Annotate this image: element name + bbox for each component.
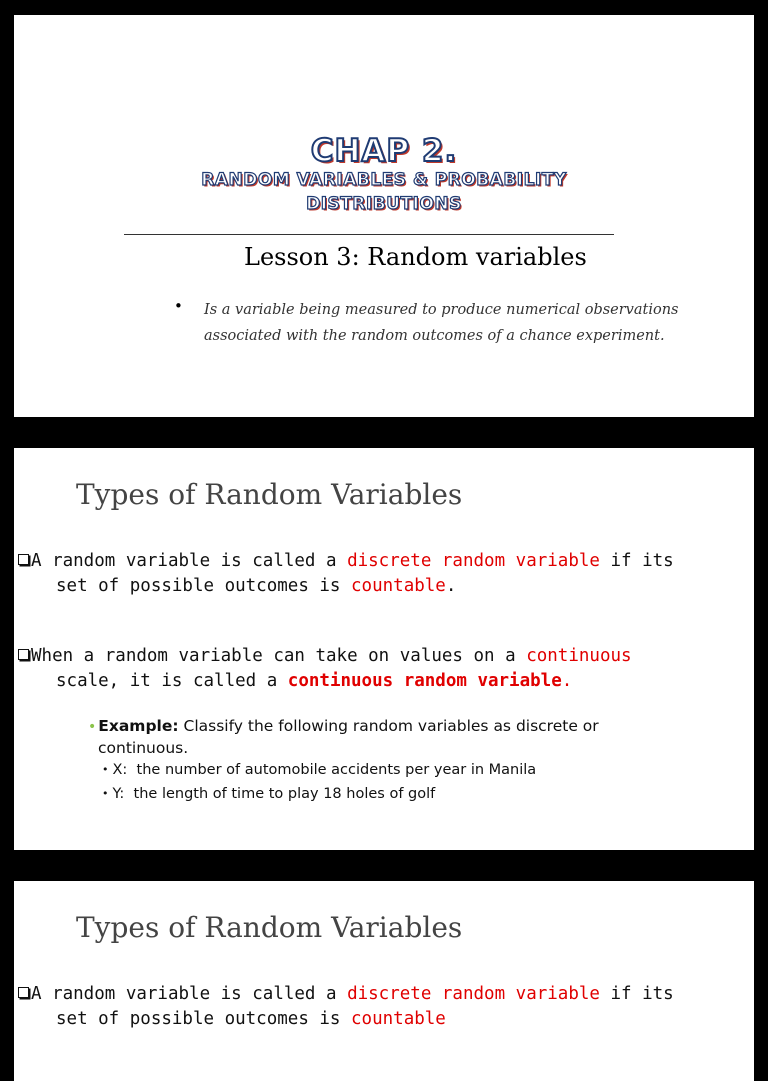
example-item-y: • Y: the length of time to play 18 holes of golf bbox=[102, 786, 436, 802]
discrete-paragraph: A random variable is called a discrete random variable if its set of possible outcomes is countable. bbox=[18, 549, 718, 599]
slide-title: Types of Random Variables bbox=[76, 478, 463, 511]
continuous-word: continuous bbox=[526, 646, 632, 666]
checkbox-bullet-icon bbox=[18, 987, 29, 998]
chapter-title: CHAP 2. bbox=[310, 133, 458, 169]
bullet-icon: • bbox=[174, 297, 183, 315]
slide-3 bbox=[14, 881, 754, 1081]
divider-line bbox=[124, 234, 614, 235]
countable-term: countable bbox=[351, 1009, 446, 1029]
slide-title: Types of Random Variables bbox=[76, 911, 463, 944]
checkbox-bullet-icon bbox=[18, 554, 29, 565]
definition-text: Is a variable being measured to produce numerical observations associated with the random outcomes of a chance experiment. bbox=[204, 302, 679, 344]
continuous-term: continuous random variable bbox=[287, 671, 562, 691]
green-bullet-icon: • bbox=[88, 719, 97, 735]
lesson-heading: Lesson 3: Random variables bbox=[244, 243, 587, 271]
countable-term: countable bbox=[351, 576, 446, 596]
slide-2 bbox=[14, 448, 754, 850]
discrete-paragraph: A random variable is called a discrete random variable if its set of possible outcomes is countable bbox=[18, 982, 718, 1032]
example-block: • Example: Classify the following random variables as discrete or continuous. bbox=[88, 717, 599, 757]
slide-1 bbox=[14, 15, 754, 417]
chapter-subtitle-line-2: DISTRIBUTIONS bbox=[306, 194, 462, 214]
example-label: Example: bbox=[98, 717, 179, 735]
checkbox-bullet-icon bbox=[18, 649, 29, 660]
bullet-icon: • bbox=[102, 763, 109, 776]
bullet-icon: • bbox=[102, 787, 109, 800]
chapter-subtitle-line-1: RANDOM VARIABLES & PROBABILITY bbox=[201, 170, 567, 190]
discrete-term: discrete random variable bbox=[347, 551, 600, 571]
discrete-term: discrete random variable bbox=[347, 984, 600, 1004]
continuous-paragraph: When a random variable can take on values on a continuous scale, it is called a continuous random variable. bbox=[18, 644, 718, 694]
example-item-x: • X: the number of automobile accidents per year in Manila bbox=[102, 762, 537, 778]
